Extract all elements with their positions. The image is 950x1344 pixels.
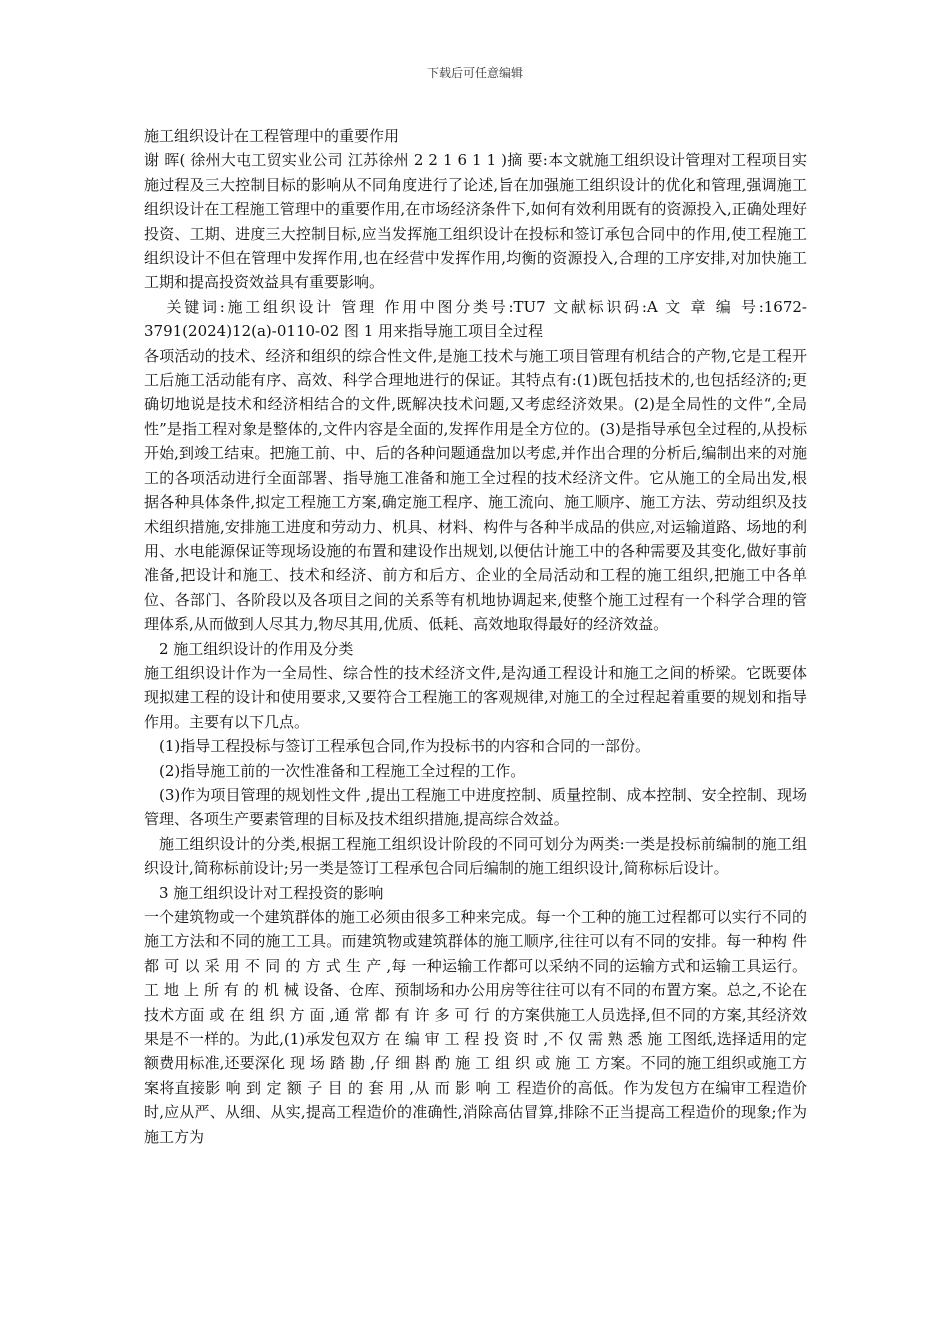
paragraph-4: 一个建筑物或一个建筑群体的施工必须由很多工种来完成。每一个工种的施工过程都可以实行不同的施工方法和不同的施工工具。而建筑物或建筑群体的施工顺序,往往可以有不同的安排。每一种构 件 都 可 以 采 用 不 同 的 方 式 生 产 ,每 一种运输工作都可以采纳不同的运输方式和运输工具运行。工 地 上 所 有 的 机 械 设备、仓库、预制场和办公用房等往往可以有不同的布置方案。总之,不论在技术方面 或 在 组 织 方 面 ,通 常 都 有 许 多 可 行 的方案供施工人员选择,但不同的方案,其经济效果是不一样的。为此,(1)承发包双方 在 编 审 工 程 投 资 时 ,不 仅 需 熟 悉 施 工图纸,选择适用的定额费用标准,还要深化 现 场 踏 勘 ,仔 细 斟 酌 施 工 组 织 或 施 工 方案。不同的施工组织或施工方案将直接影 响 到 定 额 子 目 的 套 用 ,从 而 影 响 工 程造价的高低。作为发包方在编审工程造价时,应从严、从细、从实,提高工程造价的准确性,消除高估冒算,排除不正当提高工程造价的现象;作为施工方为 xyxy=(144,908,807,1146)
keywords: 关键词:施工组织设计 管理 作用中图分类号:TU7 文献标识码:A 文 章 编 号:1672-3791(2024)12(a)-0110-02 图 1 用来指导施工项目全过程 xyxy=(144,297,807,341)
paragraph-2: 施工组织设计作为一全局性、综合性的技术经济文件,是沟通工程设计和施工之间的桥梁。它既要体现拟建工程的设计和使用要求,又要符合工程施工的客观规律,对施工的全过程起着重要的规划和指导作用。主要有以下几点。 xyxy=(144,663,807,731)
header-note: 下载后可任意编辑 xyxy=(426,66,523,80)
section-heading-3: 3 施工组织设计对工程投资的影响 xyxy=(159,883,384,902)
article-title: 施工组织设计在工程管理中的重要作用 xyxy=(144,127,400,145)
article-body xyxy=(144,124,807,1149)
author-abstract: 谢 晖( 徐州大屯工贸实业公司 江苏徐州 2 2 1 6 1 1 )摘 要:本文就施工组织设计管理对工程项目实施过程及三大控制目标的影响从不同角度进行了论述,旨在加强施工组织设计的优化和管理,强调施工组织设计在工程施工管理中的重要作用,在市场经济条件下,如何有效利用既有的资源投入,正确处理好投资、工期、进度三大控制目标,应当发挥施工组织设计在投标和签订承包合同中的作用,使工程施工组织设计不但在管理中发挥作用,也在经营中发挥作用,均衡的资源投入,合理的工序安排,对加快施工工期和提高投资效益具有重要影响。 xyxy=(144,151,807,292)
list-item-1: (1)指导工程投标与签订工程承包合同,作为投标书的内容和合同的一部份。 xyxy=(159,737,651,756)
list-item-2: (2)指导施工前的一次性准备和工程施工全过程的工作。 xyxy=(159,761,526,780)
paragraph-3: 施工组织设计的分类,根据工程施工组织设计阶段的不同可划分为两类:一类是投标前编制的施工组织设计,简称标前设计;另一类是签订工程承包合同后编制的施工组织设计,简称标后设计。 xyxy=(144,834,807,878)
paragraph-1: 各项活动的技术、经济和组织的综合性文件,是施工技术与施工项目管理有机结合的产物,它是工程开工后施工活动能有序、高效、科学合理地进行的保证。其特点有:(1)既包括技术的,也包括经济的;更确切地说是技术和经济相结合的文件,既解决技术问题,又考虑经济效果。(2)是全局性的文件“,全局性”是指工程对象是整体的,文件内容是全面的,发挥作用是全方位的。(3)是指导承包全过程的,从投标开始,到竣工结束。把施工前、中、后的各种问题通盘加以考虑,并作出合理的分析后,编制出来的对施工的各项活动进行全面部署、指导施工准备和施工全过程的技术经济文件。它从施工的全局出发,根据各种具体条件,拟定工程施工方案,确定施工程序、施工流向、施工顺序、施工方法、劳动组织及技术组织措施,安排施工进度和劳动力、机具、材料、构件与各种半成品的供应,对运输道路、场地的利用、水电能源保证等现场设施的布置和建设作出规划,以便估计施工中的各种需要及其变化,做好事前准备,把设计和施工、技术和经济、前方和后方、企业的全局活动和工程的施工组织,把施工中各单位、各部门、各阶段以及各项目之间的关系等有机地协调起来,使整个施工过程有一个科学合理的管理体系,从而做到人尽其力,物尽其用,优质、低耗、高效地取得最好的经济效益。 xyxy=(144,346,807,634)
section-heading-2: 2 施工组织设计的作用及分类 xyxy=(159,639,354,658)
list-item-3: (3)作为项目管理的规划性文件 ,提出工程施工中进度控制、质量控制、成本控制、安全控制、现场管理、各项生产要素管理的目标及技术组织措施,提高综合效益。 xyxy=(144,785,807,829)
